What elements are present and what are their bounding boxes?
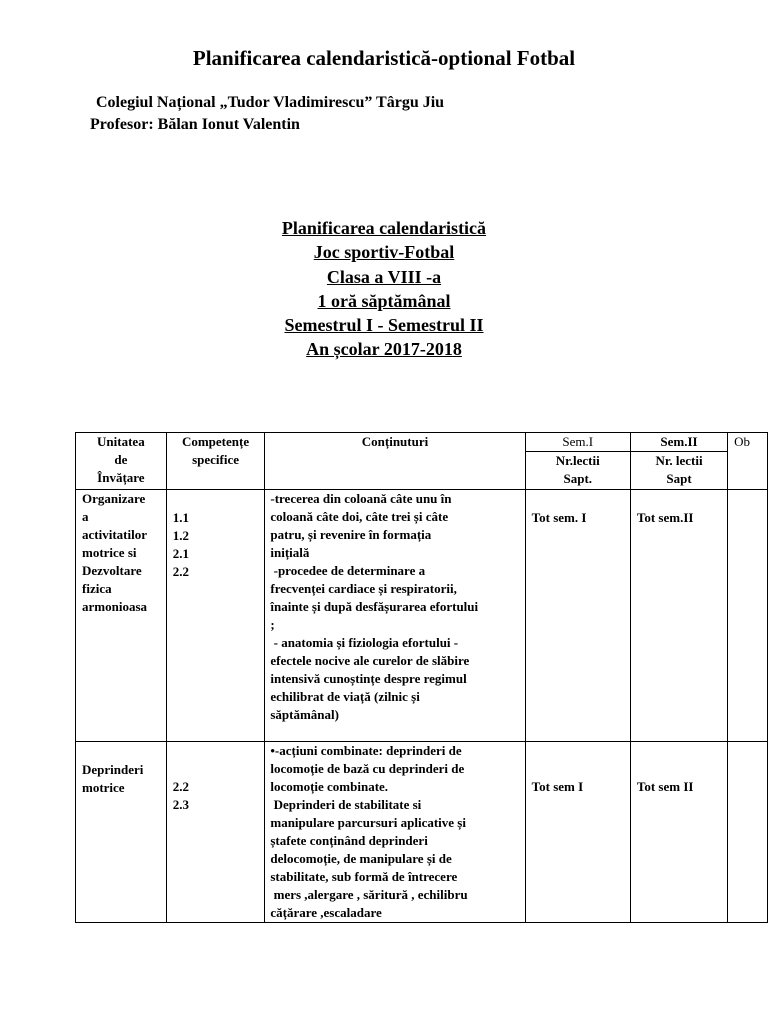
content-line: inițială	[270, 545, 310, 560]
unit-line: Dezvoltare	[82, 563, 142, 578]
content-line: ;	[270, 617, 275, 632]
sem1-cell	[525, 490, 630, 742]
content-line: patru, și revenire în formația	[270, 527, 432, 542]
sem1-value: Tot sem I	[531, 779, 584, 794]
competence-code: 1.1	[172, 510, 189, 525]
school-name: Colegiul Național „Tudor Vladimirescu” Târgu Jiu	[96, 94, 445, 111]
header-competences-line-2: specifice	[192, 452, 240, 467]
unit-line: Organizare	[82, 491, 146, 506]
plan-heading	[0, 216, 768, 362]
content-line: înainte și după desfășurarea efortului	[270, 599, 479, 614]
content-line: delocomoție, de manipulare și de	[270, 851, 452, 866]
content-line: -procedee de determinare a	[270, 563, 426, 578]
content-line: frecvenței cardiace și respiratorii,	[270, 581, 457, 596]
table-row	[76, 742, 768, 923]
header-unit-line-2: de	[114, 452, 128, 467]
sem1-value: Tot sem. I	[531, 510, 587, 525]
unit-line: motrice	[82, 780, 125, 795]
unit-line: fizica	[82, 581, 112, 596]
header-competences	[166, 433, 265, 490]
header-sem2-sub-line-2: Sapt	[666, 471, 692, 486]
sem2-value: Tot sem II	[636, 779, 694, 794]
header-sem1-sub-line-1: Nr.lectii	[555, 453, 600, 468]
header-sem1-sub	[525, 452, 630, 490]
planning-table	[75, 432, 768, 923]
header-contents: Conținuturi	[265, 433, 525, 490]
teacher-name: Profesor: Bălan Ionut Valentin	[90, 116, 300, 133]
observations-cell	[728, 742, 768, 923]
header-unit-line-3: Învățare	[97, 470, 145, 485]
plan-heading-line-2: Joc sportiv-Fotbal	[313, 242, 455, 263]
plan-heading-line-1: Planificarea calendaristică	[281, 218, 487, 238]
sem2-cell	[630, 742, 727, 923]
header-competences-line-1: Competențe	[181, 434, 250, 449]
content-line: - anatomia și fiziologia efortului -	[270, 635, 459, 650]
plan-heading-line-4: 1 oră săptămânal	[317, 290, 451, 311]
header-sem2-sub-line-1: Nr. lectii	[655, 453, 703, 468]
header-sem2-sub	[630, 452, 727, 490]
plan-heading-line-6: An școlar 2017-2018	[306, 339, 462, 360]
content-line: cățărare ,escaladare	[270, 905, 382, 920]
plan-heading-line-5: Semestrul I - Semestrul II	[284, 315, 484, 336]
header-sem2: Sem.II	[630, 433, 727, 452]
header-sem1: Sem.I	[525, 433, 630, 452]
unit-line: activitatilor	[82, 527, 147, 542]
content-line: locomoție combinate.	[270, 779, 389, 794]
contents-cell	[265, 742, 525, 923]
competences-cell	[166, 742, 265, 923]
header-sem1-sub-line-2: Sapt.	[563, 471, 593, 486]
content-line: intensivă cunoștințe despre regimul	[270, 671, 467, 686]
content-line: manipulare parcursuri aplicative și	[270, 815, 466, 830]
competence-code: 2.2	[172, 779, 189, 794]
unit-cell	[76, 742, 167, 923]
table-row	[76, 490, 768, 742]
sem2-cell	[630, 490, 727, 742]
unit-cell	[76, 490, 167, 742]
unit-line: armonioasa	[82, 599, 147, 614]
content-line: mers ,alergare , săritură , echilibru	[270, 887, 468, 902]
competence-code: 1.2	[172, 528, 189, 543]
plan-heading-line-3: Clasa a VIII -a	[326, 266, 442, 287]
content-line: echilibrat de viață (zilnic și	[270, 689, 420, 704]
contents-cell	[265, 490, 525, 742]
header-unit	[76, 433, 167, 490]
document-title: Planificarea calendaristică-optional Fotbal	[192, 46, 576, 70]
content-line: coloană câte doi, câte trei și câte	[270, 509, 449, 524]
unit-line: Deprinderi	[82, 762, 144, 777]
header-unit-line-1: Unitatea	[97, 434, 145, 449]
content-line: Deprinderi de stabilitate si	[270, 797, 422, 812]
competence-code: 2.3	[172, 797, 189, 812]
unit-line: motrice si	[82, 545, 137, 560]
content-line: săptămânal)	[270, 707, 339, 722]
sem1-cell	[525, 742, 630, 923]
competences-cell	[166, 490, 265, 742]
content-line: stabilitate, sub formă de întrecere	[270, 869, 458, 884]
content-line: •-acțiuni combinate: deprinderi de	[270, 743, 462, 758]
content-line: ștafete conținând deprinderi	[270, 833, 428, 848]
content-line: -trecerea din coloană câte unu în	[270, 491, 452, 506]
unit-line: a	[82, 509, 89, 524]
competence-code: 2.1	[172, 546, 189, 561]
sem2-value: Tot sem.II	[636, 510, 694, 525]
content-line: locomoție de bază cu deprinderi de	[270, 761, 465, 776]
observations-cell	[728, 490, 768, 742]
content-line: efectele nocive ale curelor de slăbire	[270, 653, 470, 668]
header-observations: Ob	[728, 433, 768, 490]
competence-code: 2.2	[172, 564, 189, 579]
